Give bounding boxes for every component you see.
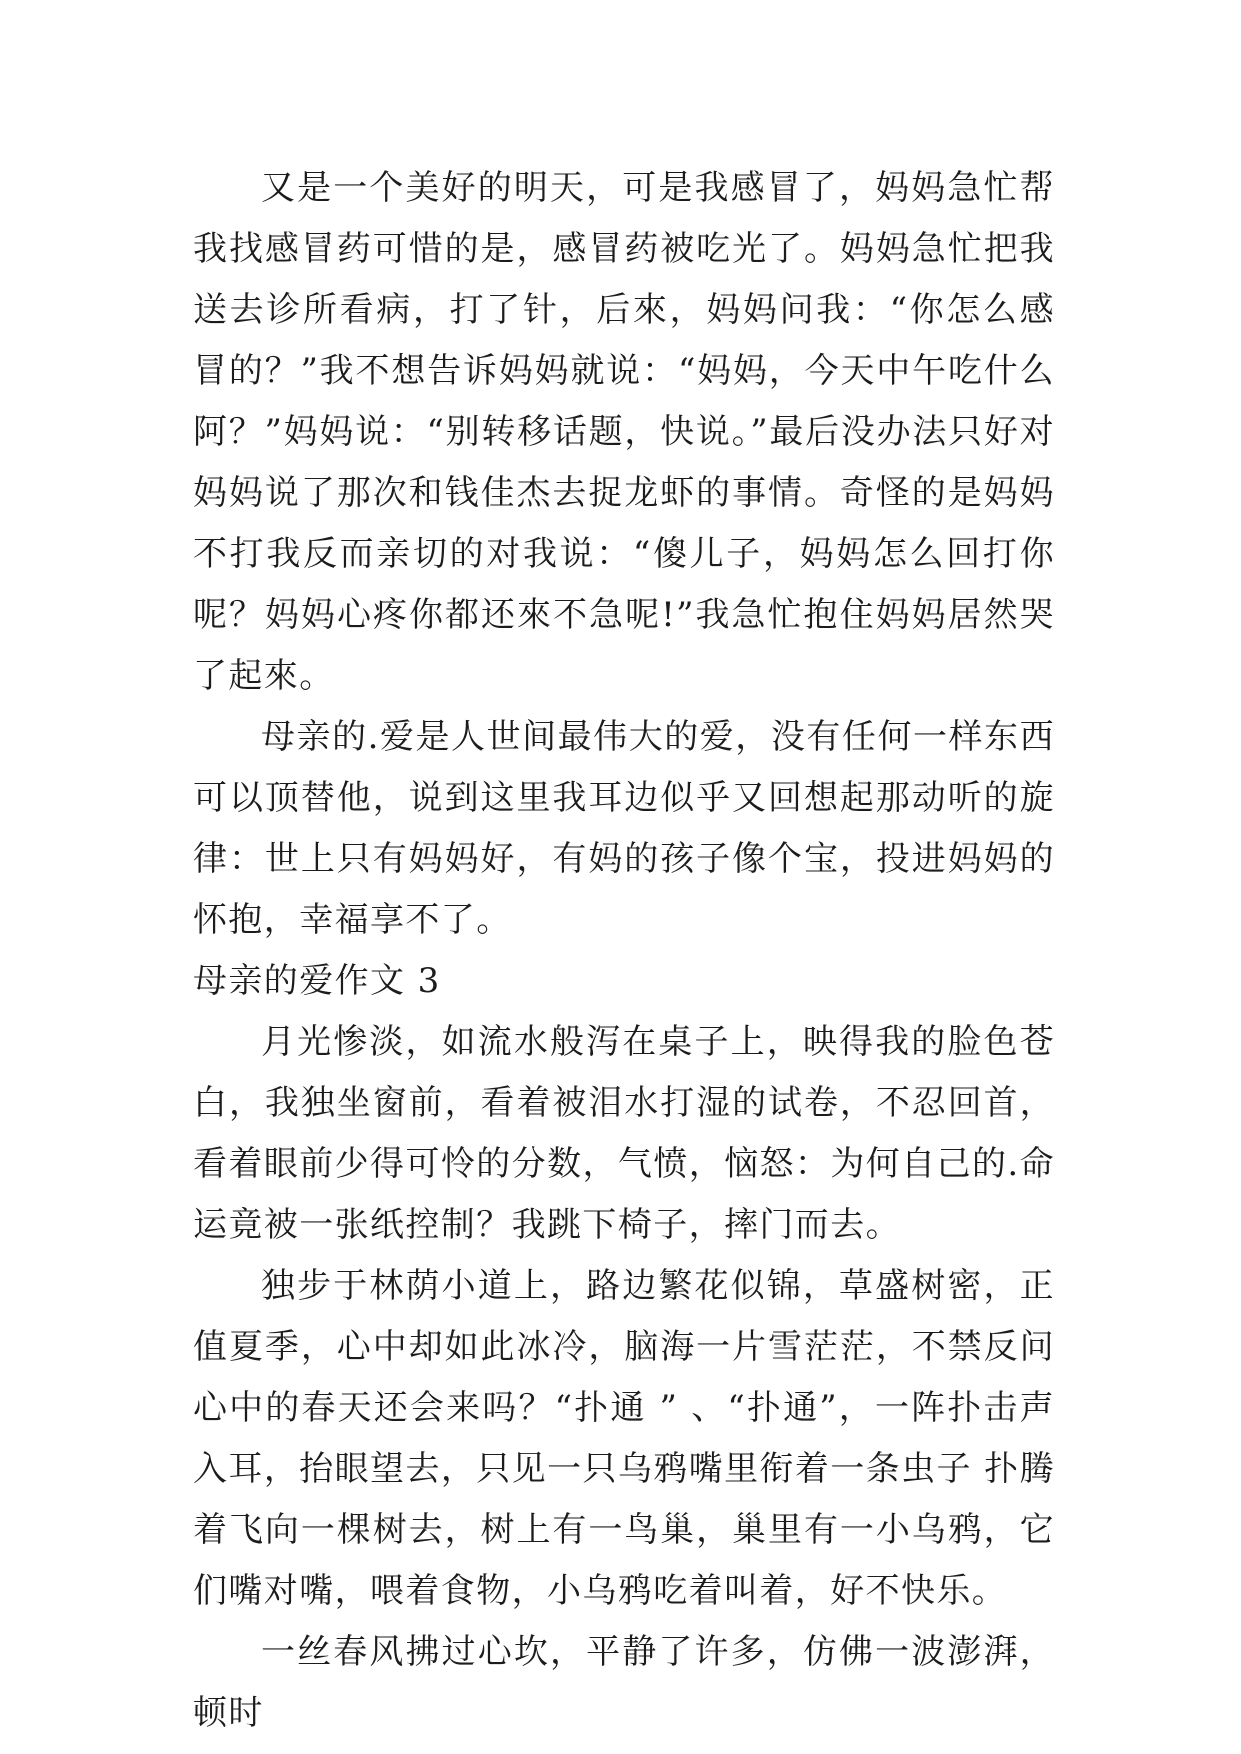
section-heading: 母亲的爱作文 3: [193, 961, 441, 1001]
document-body: [193, 158, 1055, 1744]
paragraph-moonlight: 月光惨淡，如流水般泻在桌子上，映得我的脸色苍白，我独坐窗前，看着被泪水打湿的试卷，不忍回首，看着眼前少得可怜的分数，气愤，恼怒：为何自己的.命运竟被一张纸控制？我跳下椅子，摔门而去。: [193, 1022, 1055, 1245]
paragraph-mother-cold: 又是一个美好的明天，可是我感冒了，妈妈急忙帮我找感冒药可惜的是，感冒药被吃光了。妈妈急忙把我送去诊所看病，打了针，后來，妈妈问我：“你怎么感冒的？”我不想告诉妈妈就说：“妈妈，今天中午吃什么阿？”妈妈说：“别转移话题，快说。”最后没办法只好对妈妈说了那次和钱佳杰去捉龙虾的事情。奇怪的是妈妈不打我反而亲切的对我说：“傻儿子，妈妈怎么回打你呢？妈妈心疼你都还來不急呢!”我急忙抱住妈妈居然哭了起來。: [193, 168, 1055, 696]
paragraph-crow: 独步于林荫小道上，路边繁花似锦，草盛树密，正值夏季，心中却如此冰冷，脑海一片雪茫茫，不禁反问心中的春天还会来吗？“扑通 ” 、“扑通”，一阵扑击声入耳，抬眼望去，只见一只乌鸦嘴里衔着一条虫子 扑腾着飞向一棵树去，树上有一鸟巢，巢里有一小乌鸦，它们嘴对嘴，喂着食物，小乌鸦吃着叫着，好不快乐。: [193, 1266, 1055, 1611]
paragraph-spring-breeze: 一丝春风拂过心坎，平静了许多，仿佛一波澎湃，顿时: [193, 1632, 1055, 1733]
paragraph-mother-love: 母亲的.爱是人世间最伟大的爱，没有任何一样东西可以顶替他，说到这里我耳边似乎又回想起那动听的旋律：世上只有妈妈好，有妈的孩子像个宝，投进妈妈的怀抱，幸福享不了。: [193, 717, 1055, 940]
